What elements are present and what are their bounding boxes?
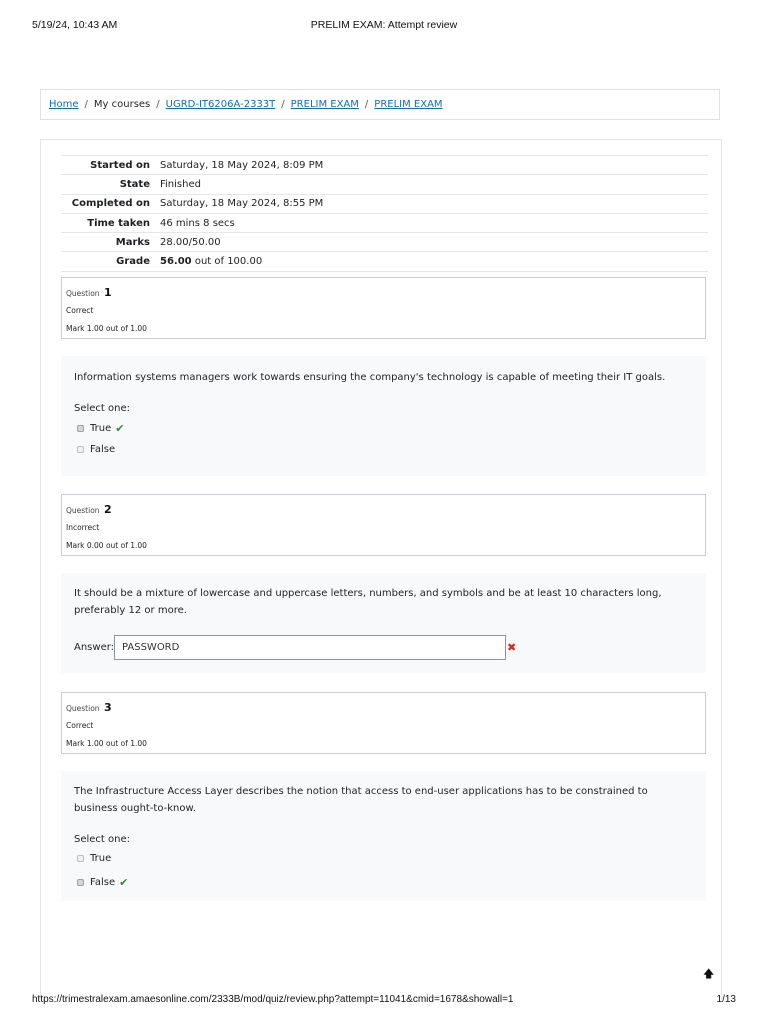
question-number: Question 1 — [66, 286, 112, 299]
option-label: True — [90, 853, 112, 864]
attempt-summary-table — [61, 155, 708, 272]
summary-label: Started on — [90, 159, 150, 171]
check-icon: ✔ — [119, 876, 129, 889]
question-state: Correct — [66, 306, 94, 315]
print-title: PRELIM EXAM: Attempt review — [310, 19, 458, 31]
check-icon: ✔ — [115, 422, 125, 435]
question-number: Question 3 — [66, 701, 112, 714]
option-label: False — [90, 877, 116, 888]
answer-option-false[interactable] — [77, 876, 128, 889]
summary-value: Finished — [160, 178, 201, 190]
summary-row-grade — [61, 252, 708, 271]
select-one-prompt: Select one: — [74, 403, 131, 414]
breadcrumb-separator: / — [364, 99, 369, 110]
breadcrumb-section[interactable]: PRELIM EXAM — [290, 99, 359, 110]
question-content-3 — [61, 771, 706, 901]
radio-button[interactable] — [77, 879, 84, 886]
question-info-2 — [61, 494, 706, 556]
summary-value — [160, 256, 708, 267]
summary-value: 46 mins 8 secs — [160, 217, 235, 229]
grade-score: 56.00 — [160, 256, 192, 268]
radio-button[interactable] — [77, 855, 84, 862]
question-state: Incorrect — [66, 523, 100, 532]
question-info-1 — [61, 277, 706, 339]
print-page-number: 1/13 — [716, 994, 736, 1005]
option-label: False — [90, 444, 116, 455]
breadcrumb-my-courses: My courses — [93, 99, 151, 110]
question-grade: Mark 1.00 out of 1.00 — [66, 324, 147, 333]
summary-label: Grade — [116, 256, 150, 268]
summary-label: Time taken — [87, 217, 150, 229]
cross-icon: ✖ — [507, 641, 517, 654]
summary-row-time-taken — [61, 214, 708, 233]
print-date: 5/19/24, 10:43 AM — [32, 19, 118, 31]
question-content-2 — [61, 573, 706, 673]
option-label: True — [90, 423, 112, 434]
summary-row-completed — [61, 195, 708, 214]
question-info-3 — [61, 692, 706, 754]
question-state: Correct — [66, 721, 94, 730]
breadcrumb-separator: / — [156, 99, 160, 110]
radio-button[interactable] — [77, 425, 84, 432]
answer-label: Answer: — [74, 642, 115, 653]
answer-option-true[interactable] — [77, 853, 111, 864]
question-content-1 — [61, 356, 706, 476]
breadcrumb — [40, 89, 720, 120]
answer-option-true[interactable] — [77, 422, 124, 435]
summary-value: 28.00/50.00 — [160, 236, 221, 248]
question-number: Question 2 — [66, 503, 112, 516]
summary-value: Saturday, 18 May 2024, 8:09 PM — [160, 159, 324, 171]
summary-value: Saturday, 18 May 2024, 8:55 PM — [160, 198, 324, 210]
summary-label: Marks — [115, 236, 150, 248]
print-url: https://trimestralexam.amaesonline.com/2333B/mod/quiz/review.php?attempt=11041&cmid=1678&showall=1 — [32, 994, 514, 1005]
summary-row-marks — [61, 233, 708, 252]
answer-input[interactable]: PASSWORD — [114, 635, 506, 660]
select-one-prompt: Select one: — [74, 834, 131, 845]
question-grade: Mark 0.00 out of 1.00 — [66, 541, 147, 550]
question-grade: Mark 1.00 out of 1.00 — [66, 739, 147, 748]
breadcrumb-separator: / — [281, 99, 285, 110]
question-text: The Infrastructure Access Layer describes the notion that access to end-user applications has to be constrained to business ought-to-know. — [74, 786, 648, 814]
breadcrumb-course[interactable]: UGRD-IT6206A-2333T — [165, 99, 276, 110]
arrow-up-icon[interactable]: 🡅 — [703, 968, 715, 980]
question-text: Information systems managers work towards ensuring the company's technology is capable of meeting their IT goals. — [74, 372, 666, 383]
summary-row-started — [61, 156, 708, 175]
radio-button[interactable] — [77, 446, 84, 453]
grade-out-of: out of 100.00 — [191, 256, 263, 268]
summary-label: State — [119, 178, 150, 190]
question-text: It should be a mixture of lowercase and uppercase letters, numbers, and symbols and be at least 10 characters long, preferably 12 or more. — [74, 588, 662, 616]
answer-option-false[interactable] — [77, 444, 115, 455]
breadcrumb-separator: / — [84, 99, 88, 110]
breadcrumb-home[interactable]: Home — [49, 99, 79, 110]
summary-label: Completed on — [71, 198, 150, 210]
summary-row-state — [61, 175, 708, 194]
breadcrumb-quiz[interactable]: PRELIM EXAM — [374, 99, 443, 110]
